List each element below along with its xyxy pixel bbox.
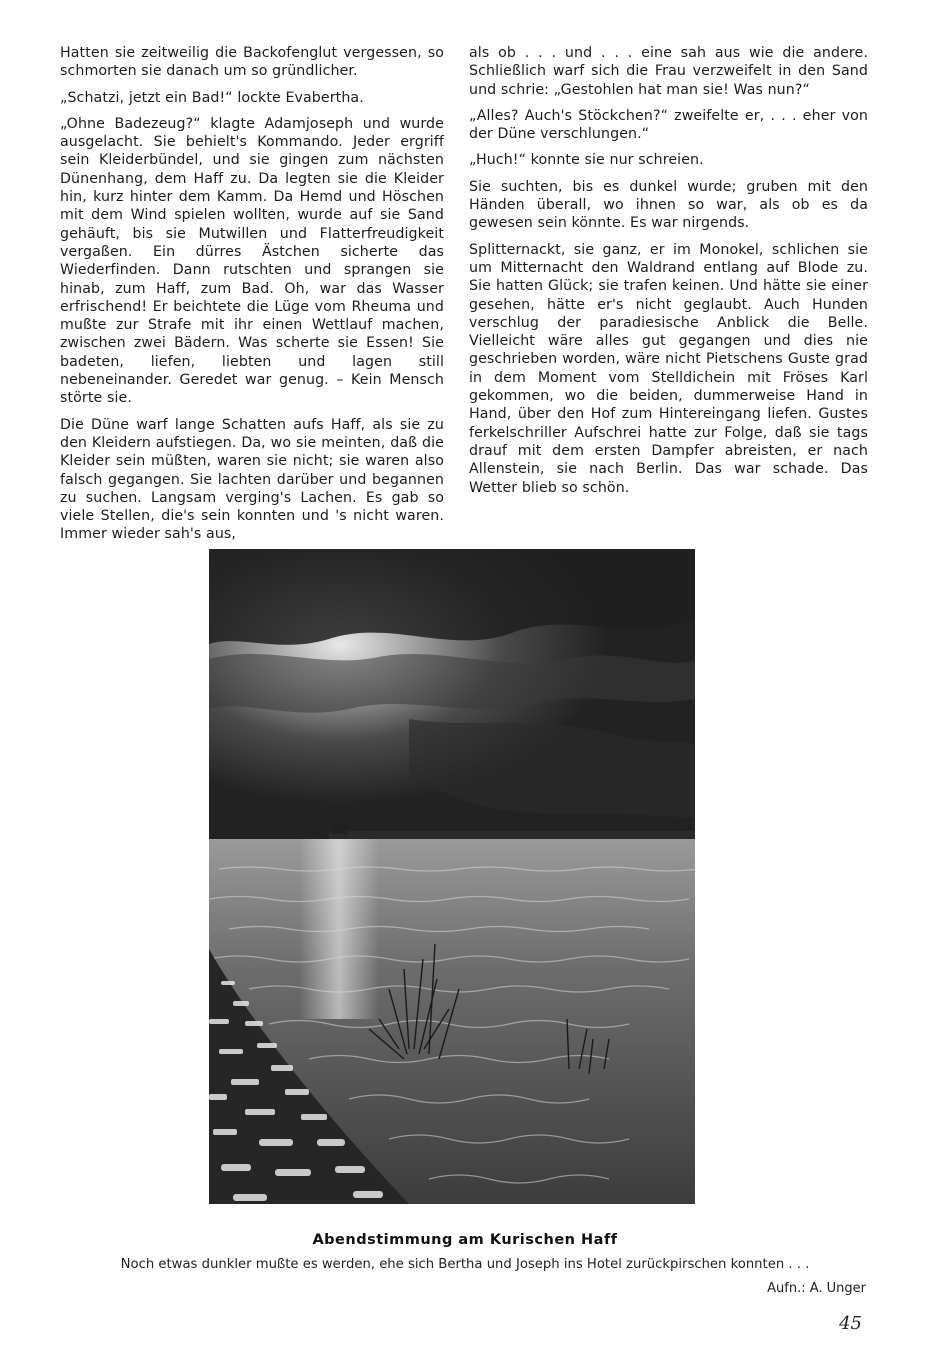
article-right-column — [469, 44, 868, 505]
paragraph: Sie suchten, bis es dunkel wurde; gruben mit den Händen überall, wo ihnen so war, als ob es da gewesen sein könnte. Es war nirgends. — [469, 178, 868, 232]
lagoon-photograph — [209, 549, 695, 1204]
page-number: 45 — [839, 1313, 862, 1334]
paragraph: Splitternackt, sie ganz, er im Monokel, schlichen sie um Mitternacht den Waldrand entlang auf Blode zu. Sie hatten Glück; sie trafen keinen. Und hätte sie einer gesehen, hätte er's nicht geglaubt. Auch Hunden verschlug der paradiesische Anblick die Belle. Vielleicht wäre alles gut gegangen und dies nie geschrieben worden, wäre nicht Pietschens Guste grad in dem Moment vom Stelldichein mit Fröses Karl gekommen, wo die beiden, dummerweise Hand in Hand, über den Hof zum Hintereingang liefen. Gustes ferkelschriller Aufschrei hatte zur Folge, daß sie tags drauf mit dem ersten Dampfer abreisten, er nach Allenstein, sie nach Berlin. Das war schade. Das Wetter blieb so schön. — [469, 241, 868, 496]
paragraph: „Huch!“ konnte sie nur schreien. — [469, 152, 704, 169]
paragraph: „Alles? Auch's Stöckchen?“ zweifelte er, . . . eher von der Düne verschlungen.“ — [469, 107, 868, 143]
paragraph: Die Düne warf lange Schatten aufs Haff, als sie zu den Kleidern aufstiegen. Da, wo sie meinten, daß die Kleider sein müßten, waren sie nicht; sie waren also falsch gegangen. Sie lachten darüber und begannen zu suchen. Langsam verging's Lachen. Es gab so viele Stellen, die's sein konnten und 's nicht waren. Immer wieder sah's aus, — [60, 416, 444, 543]
paragraph: als ob . . . und . . . eine sah aus wie die andere. Schließlich warf sich die Frau verzweifelt in den Sand und schrie: „Gestohlen hat man sie! Was nun?“ — [469, 45, 868, 98]
photo-caption-text: Noch etwas dunkler mußte es werden, ehe sich Bertha und Joseph ins Hotel zurückpirschen konnten . . . — [120, 1257, 810, 1272]
paragraph: „Schatzi, jetzt ein Bad!“ lockte Evabertha. — [60, 89, 364, 106]
paragraph: Hatten sie zeitweilig die Backofenglut vergessen, so schmorten sie danach um so gründlicher. — [60, 45, 444, 80]
paragraph: „Ohne Badezeug?“ klagte Adamjoseph und wurde ausgelacht. Sie behielt's Kommando. Jeder ergriff sein Kleiderbündel, und sie gingen zum nächsten Dünenhang, dem Haff zu. Da legten sie die Kleider hin, kurz hinter dem Kamm. Da Hemd und Höschen mit dem Wind spielen wollten, wurde auf sie Sand gehäuft, bis sie Mutwillen und Flatterfreudigkeit vergaßen. Ein dürres Ästchen sicherte das Wiederfinden. Dann rutschten und sprangen sie hinab, zum Haff, zum Bad. Oh, war das Wasser erfrischend! Er beichtete die Lüge vom Rheuma und mußte zur Strafe mit ihr einen Wettlauf machen, zwischen zwei Bädern. Was scherte sie Essen! Sie badeten, liefen, liebten und lagen still nebeneinander. Geredet war genug. – Kein Mensch störte sie. — [60, 115, 444, 407]
photo-caption-title: Abendstimmung am Kurischen Haff — [312, 1232, 618, 1248]
article-left-column — [60, 44, 444, 552]
photo-credit: Aufn.: A. Unger — [767, 1281, 866, 1296]
